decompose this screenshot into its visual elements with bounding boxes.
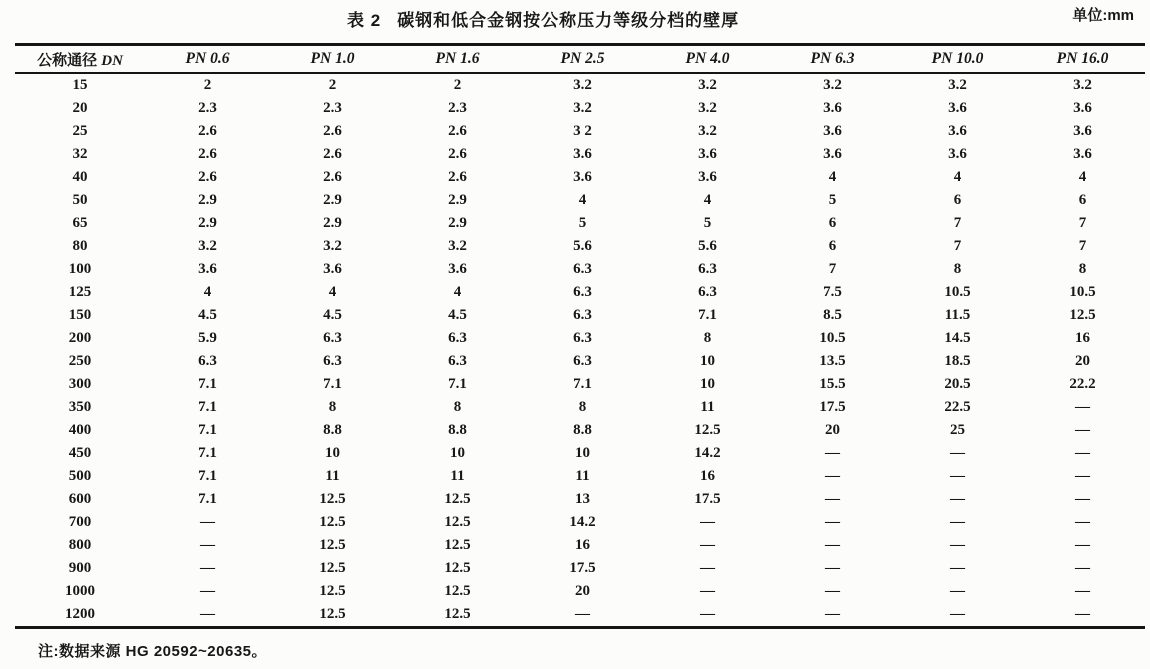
thickness-cell: 12.5 — [444, 491, 471, 507]
thickness-cell: — — [700, 560, 715, 576]
thickness-cell: 3.6 — [698, 169, 717, 185]
source-note: 注:数据来源 HG 20592~20635。 — [38, 643, 268, 660]
thickness-cell: 8.5 — [823, 307, 842, 323]
table-row — [15, 189, 1145, 212]
thickness-cell: 3.6 — [948, 146, 967, 162]
thickness-cell: 20.5 — [944, 376, 971, 392]
thickness-cell: 6.3 — [698, 261, 717, 277]
thickness-cell: 10.5 — [1069, 284, 1096, 300]
table-row — [15, 327, 1145, 350]
thickness-cell: 7.1 — [198, 491, 217, 507]
thickness-cell: 4 — [453, 284, 462, 300]
dn-cell: 15 — [72, 77, 88, 93]
thickness-cell: 12.5 — [444, 606, 471, 622]
thickness-cell: 7 — [1078, 215, 1087, 231]
thickness-cell: 3.2 — [823, 77, 842, 93]
thickness-cell: 7.1 — [198, 445, 217, 461]
thickness-cell: 3.2 — [323, 238, 342, 254]
thickness-cell: 17.5 — [569, 560, 596, 576]
dn-cell: 500 — [68, 468, 92, 484]
thickness-cell: 2.9 — [198, 192, 217, 208]
thickness-cell: 2.9 — [448, 215, 467, 231]
thickness-cell: — — [1075, 399, 1090, 415]
thickness-cell: 13.5 — [819, 353, 846, 369]
thickness-cell: 16 — [700, 468, 715, 484]
thickness-cell: — — [950, 537, 965, 553]
thickness-cell: 14.2 — [694, 445, 721, 461]
column-header-pn: PN 16.0 — [1020, 45, 1145, 74]
thickness-cell: 13 — [575, 491, 590, 507]
thickness-cell: 6 — [828, 215, 837, 231]
thickness-cell: — — [1075, 468, 1090, 484]
thickness-cell: 6.3 — [198, 353, 217, 369]
thickness-cell: 3 2 — [573, 123, 592, 139]
thickness-cell: 7.1 — [198, 422, 217, 438]
table-label: 表 2 — [347, 11, 382, 30]
title-bar — [0, 0, 1150, 40]
thickness-cell: 4 — [953, 169, 962, 185]
thickness-cell: 17.5 — [819, 399, 846, 415]
table-row — [15, 73, 1145, 97]
thickness-cell: 2.3 — [198, 100, 217, 116]
thickness-cell: 3.2 — [948, 77, 967, 93]
thickness-cell: 2.9 — [198, 215, 217, 231]
table-row — [15, 235, 1145, 258]
thickness-cell: 3.2 — [573, 77, 592, 93]
thickness-cell: — — [575, 606, 590, 622]
thickness-cell: 11.5 — [944, 307, 971, 323]
thickness-cell: 22.2 — [1069, 376, 1096, 392]
thickness-cell: 2.6 — [198, 146, 217, 162]
thickness-cell: 3.2 — [1073, 77, 1092, 93]
thickness-cell: — — [1075, 514, 1090, 530]
thickness-cell: 8.8 — [323, 422, 342, 438]
thickness-cell: — — [825, 537, 840, 553]
thickness-cell: 4 — [203, 284, 212, 300]
thickness-cell: 6.3 — [573, 261, 592, 277]
thickness-cell: 12.5 — [319, 514, 346, 530]
thickness-cell: 3.6 — [198, 261, 217, 277]
thickness-cell: — — [1075, 491, 1090, 507]
thickness-cell: 2.3 — [448, 100, 467, 116]
thickness-cell: 14.2 — [569, 514, 596, 530]
thickness-cell: 6 — [828, 238, 837, 254]
thickness-cell: — — [825, 445, 840, 461]
thickness-cell: — — [825, 583, 840, 599]
thickness-cell: 7.1 — [323, 376, 342, 392]
thickness-cell: 6.3 — [323, 353, 342, 369]
thickness-cell: — — [700, 514, 715, 530]
dn-cell: 200 — [68, 330, 92, 346]
table-row — [15, 488, 1145, 511]
column-header-pn: PN 2.5 — [520, 45, 645, 74]
thickness-cell: 3.6 — [573, 169, 592, 185]
table-row — [15, 212, 1145, 235]
table-row — [15, 350, 1145, 373]
thickness-cell: 6.3 — [698, 284, 717, 300]
table-row — [15, 511, 1145, 534]
table-row — [15, 580, 1145, 603]
thickness-cell: 2 — [453, 77, 462, 93]
thickness-cell: 6 — [953, 192, 962, 208]
table-title — [347, 6, 739, 31]
thickness-cell: 3.6 — [573, 146, 592, 162]
thickness-cell: — — [700, 583, 715, 599]
thickness-cell: 10 — [700, 353, 715, 369]
dn-cell: 125 — [68, 284, 92, 300]
dn-cell: 50 — [72, 192, 88, 208]
thickness-cell: 12.5 — [319, 560, 346, 576]
thickness-cell: 2.9 — [323, 215, 342, 231]
column-header-pn: PN 1.0 — [270, 45, 395, 74]
thickness-cell: 2.6 — [448, 123, 467, 139]
thickness-cell: 3.6 — [823, 146, 842, 162]
thickness-cell: — — [1075, 606, 1090, 622]
thickness-cell: 7 — [1078, 238, 1087, 254]
thickness-cell: — — [825, 560, 840, 576]
thickness-cell: 8 — [328, 399, 337, 415]
thickness-cell: 7.1 — [698, 307, 717, 323]
thickness-cell: 18.5 — [944, 353, 971, 369]
thickness-cell: 2.9 — [323, 192, 342, 208]
thickness-cell: — — [200, 606, 215, 622]
thickness-cell: 3.2 — [198, 238, 217, 254]
thickness-cell: 6.3 — [573, 307, 592, 323]
table-row — [15, 534, 1145, 557]
dn-cell: 800 — [68, 537, 92, 553]
thickness-cell: — — [700, 606, 715, 622]
thickness-cell: 3.6 — [698, 146, 717, 162]
dn-cell: 900 — [68, 560, 92, 576]
thickness-cell: 16 — [575, 537, 590, 553]
thickness-cell: 8 — [453, 399, 462, 415]
thickness-cell: 12.5 — [444, 514, 471, 530]
table-row — [15, 281, 1145, 304]
thickness-cell: 17.5 — [694, 491, 721, 507]
thickness-cell: 7.1 — [198, 376, 217, 392]
thickness-cell: 8 — [703, 330, 712, 346]
wall-thickness-table — [15, 43, 1145, 629]
dn-cell: 40 — [72, 169, 88, 185]
thickness-cell: 2 — [328, 77, 337, 93]
thickness-cell: 11 — [700, 399, 715, 415]
thickness-cell: 3.6 — [1073, 123, 1092, 139]
thickness-cell: 6 — [1078, 192, 1087, 208]
thickness-cell: 6.3 — [448, 330, 467, 346]
thickness-cell: 11 — [575, 468, 590, 484]
thickness-cell: — — [825, 514, 840, 530]
table-row — [15, 603, 1145, 628]
thickness-cell: 2.6 — [198, 169, 217, 185]
thickness-cell: — — [950, 445, 965, 461]
thickness-cell: — — [200, 537, 215, 553]
thickness-cell: 5 — [828, 192, 837, 208]
thickness-cell: 10.5 — [819, 330, 846, 346]
thickness-cell: 10 — [450, 445, 465, 461]
thickness-cell: 3.6 — [448, 261, 467, 277]
dn-cell: 65 — [72, 215, 88, 231]
thickness-cell: 2.6 — [323, 146, 342, 162]
thickness-cell: 8.8 — [573, 422, 592, 438]
table-header-row — [15, 45, 1145, 74]
thickness-cell: 11 — [450, 468, 465, 484]
dn-cell: 600 — [68, 491, 92, 507]
thickness-cell: 2.6 — [323, 123, 342, 139]
thickness-cell: 6.3 — [448, 353, 467, 369]
dn-cell: 100 — [68, 261, 92, 277]
thickness-cell: 12.5 — [444, 537, 471, 553]
table-row — [15, 373, 1145, 396]
thickness-cell: 3.6 — [948, 123, 967, 139]
thickness-cell: 7.1 — [448, 376, 467, 392]
table-row — [15, 304, 1145, 327]
dn-cell: 25 — [72, 123, 88, 139]
dn-cell: 250 — [68, 353, 92, 369]
table-row — [15, 419, 1145, 442]
dn-cell: 1200 — [65, 606, 95, 622]
column-header-pn: PN 1.6 — [395, 45, 520, 74]
thickness-cell: 2.6 — [448, 169, 467, 185]
table-row — [15, 557, 1145, 580]
thickness-cell: 12.5 — [444, 583, 471, 599]
thickness-cell: 10 — [325, 445, 340, 461]
column-header-pn: PN 6.3 — [770, 45, 895, 74]
thickness-cell: 4.5 — [198, 307, 217, 323]
column-header-dn: 公称通径 DN — [15, 45, 145, 74]
thickness-cell: 2.9 — [448, 192, 467, 208]
thickness-cell: 3.6 — [1073, 100, 1092, 116]
thickness-cell: — — [1075, 560, 1090, 576]
thickness-cell: 4.5 — [448, 307, 467, 323]
thickness-cell: — — [1075, 445, 1090, 461]
thickness-cell: 2.6 — [448, 146, 467, 162]
thickness-cell: 5.6 — [573, 238, 592, 254]
thickness-cell: 3.6 — [948, 100, 967, 116]
table-title-text: 碳钢和低合金钢按公称压力等级分档的壁厚 — [397, 11, 740, 30]
thickness-cell: 22.5 — [944, 399, 971, 415]
thickness-cell: 10.5 — [944, 284, 971, 300]
thickness-cell: 5 — [703, 215, 712, 231]
thickness-cell: 8 — [578, 399, 587, 415]
thickness-cell: 6.3 — [573, 353, 592, 369]
thickness-cell: 10 — [700, 376, 715, 392]
thickness-cell: — — [950, 606, 965, 622]
thickness-cell: — — [1075, 422, 1090, 438]
column-header-pn: PN 0.6 — [145, 45, 270, 74]
table-row — [15, 120, 1145, 143]
thickness-cell: 10 — [575, 445, 590, 461]
thickness-cell: — — [950, 560, 965, 576]
thickness-cell: 7 — [953, 215, 962, 231]
dn-cell: 1000 — [65, 583, 95, 599]
thickness-cell: 3.2 — [698, 100, 717, 116]
column-header-pn: PN 10.0 — [895, 45, 1020, 74]
table-row — [15, 465, 1145, 488]
thickness-cell: — — [200, 560, 215, 576]
thickness-cell: 12.5 — [1069, 307, 1096, 323]
thickness-cell: 12.5 — [319, 606, 346, 622]
thickness-cell: 8 — [1078, 261, 1087, 277]
thickness-cell: 6.3 — [573, 284, 592, 300]
thickness-cell: 11 — [325, 468, 340, 484]
unit-label: 单位:mm — [1072, 7, 1134, 24]
thickness-cell: 3.6 — [823, 100, 842, 116]
thickness-cell: 16 — [1075, 330, 1090, 346]
table-row — [15, 442, 1145, 465]
thickness-cell: 7 — [953, 238, 962, 254]
thickness-cell: — — [1075, 537, 1090, 553]
dn-cell: 20 — [72, 100, 88, 116]
dn-symbol: DN — [101, 52, 123, 69]
thickness-cell: 7.1 — [198, 468, 217, 484]
thickness-cell: 3.2 — [448, 238, 467, 254]
thickness-cell: 3.6 — [823, 123, 842, 139]
column-header-pn: PN 4.0 — [645, 45, 770, 74]
table-row — [15, 396, 1145, 419]
thickness-cell: — — [950, 468, 965, 484]
thickness-cell: 3.2 — [573, 100, 592, 116]
thickness-cell: — — [950, 491, 965, 507]
thickness-cell: — — [950, 583, 965, 599]
table-row — [15, 97, 1145, 120]
thickness-cell: 3.6 — [323, 261, 342, 277]
thickness-cell: — — [200, 514, 215, 530]
dn-cell: 400 — [68, 422, 92, 438]
thickness-cell: 4 — [578, 192, 587, 208]
thickness-cell: 12.5 — [319, 537, 346, 553]
thickness-cell: — — [200, 583, 215, 599]
thickness-cell: 7 — [828, 261, 837, 277]
dn-cell: 450 — [68, 445, 92, 461]
thickness-cell: 2.6 — [198, 123, 217, 139]
thickness-cell: 4 — [1078, 169, 1087, 185]
thickness-cell: — — [825, 468, 840, 484]
thickness-cell: 3.6 — [1073, 146, 1092, 162]
thickness-cell: — — [825, 491, 840, 507]
thickness-cell: 2.6 — [323, 169, 342, 185]
thickness-cell: 4.5 — [323, 307, 342, 323]
dn-cell: 32 — [72, 146, 88, 162]
thickness-cell: 12.5 — [319, 583, 346, 599]
thickness-cell: — — [700, 537, 715, 553]
thickness-cell: 6.3 — [323, 330, 342, 346]
thickness-cell: 4 — [328, 284, 337, 300]
thickness-cell: 20 — [825, 422, 840, 438]
table-row — [15, 166, 1145, 189]
thickness-cell: 4 — [828, 169, 837, 185]
thickness-cell: 5.9 — [198, 330, 217, 346]
thickness-cell: — — [1075, 583, 1090, 599]
thickness-cell: 3.2 — [698, 77, 717, 93]
thickness-cell: 12.5 — [694, 422, 721, 438]
thickness-cell: 20 — [575, 583, 590, 599]
thickness-cell: 8.8 — [448, 422, 467, 438]
table-row — [15, 143, 1145, 166]
thickness-cell: 3.2 — [698, 123, 717, 139]
thickness-cell: 4 — [703, 192, 712, 208]
thickness-cell: — — [825, 606, 840, 622]
thickness-cell: 12.5 — [319, 491, 346, 507]
thickness-cell: 7.5 — [823, 284, 842, 300]
dn-cell: 700 — [68, 514, 92, 530]
thickness-cell: 25 — [950, 422, 965, 438]
thickness-cell: 2 — [203, 77, 212, 93]
thickness-cell: 5 — [578, 215, 587, 231]
thickness-cell: 5.6 — [698, 238, 717, 254]
dn-cell: 350 — [68, 399, 92, 415]
thickness-cell: 8 — [953, 261, 962, 277]
dn-cell: 80 — [72, 238, 88, 254]
thickness-cell: 20 — [1075, 353, 1090, 369]
thickness-cell: — — [950, 514, 965, 530]
thickness-cell: 2.3 — [323, 100, 342, 116]
dn-cell: 300 — [68, 376, 92, 392]
dn-cell: 150 — [68, 307, 92, 323]
thickness-cell: 6.3 — [573, 330, 592, 346]
thickness-cell: 12.5 — [444, 560, 471, 576]
thickness-cell: 7.1 — [198, 399, 217, 415]
thickness-cell: 14.5 — [944, 330, 971, 346]
thickness-cell: 7.1 — [573, 376, 592, 392]
table-row — [15, 258, 1145, 281]
thickness-cell: 15.5 — [819, 376, 846, 392]
